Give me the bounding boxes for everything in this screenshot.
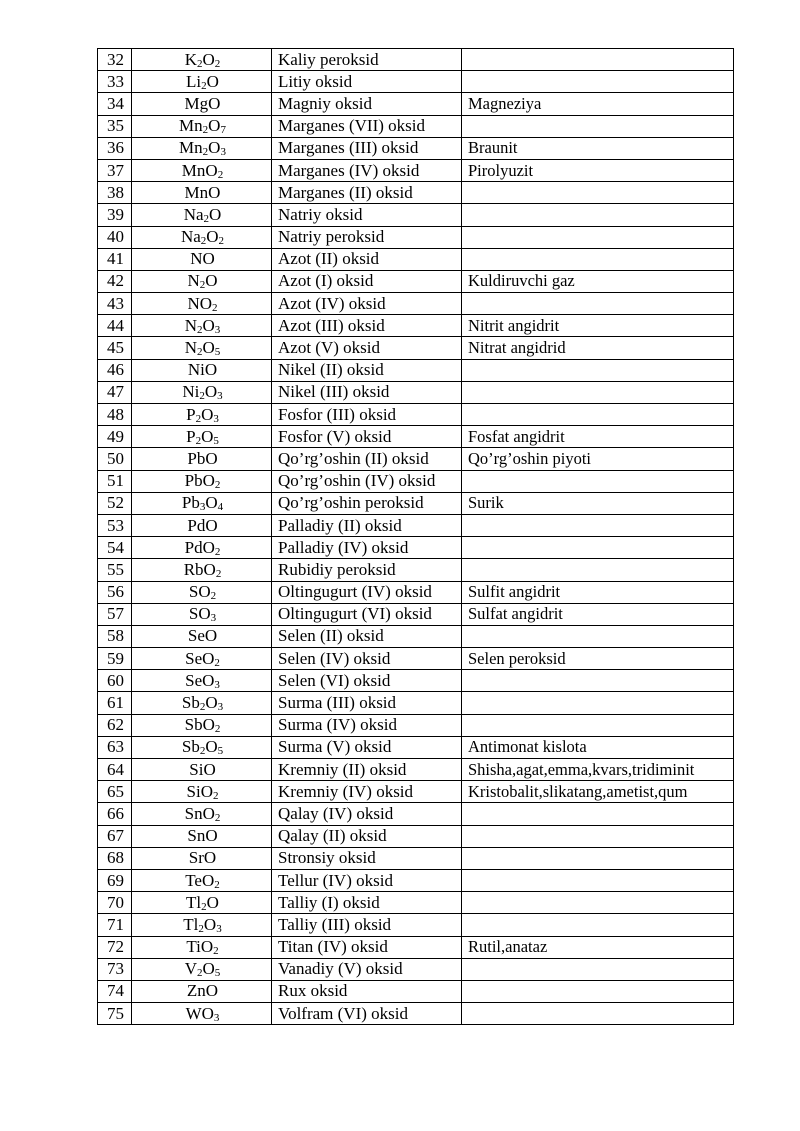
row-number: 41 xyxy=(98,248,132,270)
common-name xyxy=(462,514,734,536)
common-name: Magneziya xyxy=(462,93,734,115)
oxide-name: Volfram (VI) oksid xyxy=(272,1003,462,1025)
oxide-name: Tellur (IV) oksid xyxy=(272,869,462,891)
common-name xyxy=(462,803,734,825)
chemical-formula: $Ni_2O_3$ xyxy=(132,381,272,403)
row-number: 47 xyxy=(98,381,132,403)
row-number: 46 xyxy=(98,359,132,381)
common-name xyxy=(462,537,734,559)
oxide-name: Talliy (I) oksid xyxy=(272,892,462,914)
oxide-name: Surma (V) oksid xyxy=(272,736,462,758)
oxides-table xyxy=(97,48,734,1025)
chemical-formula: MnO xyxy=(132,182,272,204)
common-name xyxy=(462,49,734,71)
row-number: 36 xyxy=(98,137,132,159)
table-row xyxy=(98,137,734,159)
row-number: 45 xyxy=(98,337,132,359)
common-name: Surik xyxy=(462,492,734,514)
oxide-name: Kremniy (II) oksid xyxy=(272,759,462,781)
row-number: 75 xyxy=(98,1003,132,1025)
table-row xyxy=(98,248,734,270)
table-row xyxy=(98,115,734,137)
common-name: Kristobalit,slikatang,ametist,qum xyxy=(462,781,734,803)
table-row xyxy=(98,914,734,936)
row-number: 74 xyxy=(98,980,132,1002)
chemical-formula: ZnO xyxy=(132,980,272,1002)
oxide-name: Natriy oksid xyxy=(272,204,462,226)
oxide-name: Titan (IV) oksid xyxy=(272,936,462,958)
row-number: 51 xyxy=(98,470,132,492)
oxide-name: Qalay (II) oksid xyxy=(272,825,462,847)
common-name: Kuldiruvchi gaz xyxy=(462,270,734,292)
oxide-name: Azot (I) oksid xyxy=(272,270,462,292)
oxide-name: Fosfor (III) oksid xyxy=(272,404,462,426)
row-number: 72 xyxy=(98,936,132,958)
row-number: 56 xyxy=(98,581,132,603)
row-number: 54 xyxy=(98,537,132,559)
table-row xyxy=(98,359,734,381)
oxide-name: Vanadiy (V) oksid xyxy=(272,958,462,980)
oxide-name: Azot (II) oksid xyxy=(272,248,462,270)
oxide-name: Talliy (III) oksid xyxy=(272,914,462,936)
table-row xyxy=(98,448,734,470)
chemical-formula: $Mn_2O_3$ xyxy=(132,137,272,159)
table-row xyxy=(98,270,734,292)
common-name: Nitrat angidrid xyxy=(462,337,734,359)
table-row xyxy=(98,759,734,781)
oxide-name: Oltingugurt (IV) oksid xyxy=(272,581,462,603)
table-row xyxy=(98,714,734,736)
oxide-name: Selen (IV) oksid xyxy=(272,648,462,670)
row-number: 73 xyxy=(98,958,132,980)
oxides-table-body xyxy=(98,49,734,1025)
chemical-formula: $Sb_2O_3$ xyxy=(132,692,272,714)
table-row xyxy=(98,337,734,359)
table-row xyxy=(98,537,734,559)
common-name xyxy=(462,670,734,692)
chemical-formula: $SO_3$ xyxy=(132,603,272,625)
oxide-name: Marganes (VII) oksid xyxy=(272,115,462,137)
common-name xyxy=(462,714,734,736)
common-name: Nitrit angidrit xyxy=(462,315,734,337)
chemical-formula: PbO xyxy=(132,448,272,470)
table-row xyxy=(98,980,734,1002)
chemical-formula: $P_2O_3$ xyxy=(132,404,272,426)
row-number: 33 xyxy=(98,71,132,93)
row-number: 40 xyxy=(98,226,132,248)
row-number: 35 xyxy=(98,115,132,137)
row-number: 66 xyxy=(98,803,132,825)
chemical-formula: TiO$_2$ xyxy=(132,936,272,958)
oxide-name: Kremniy (IV) oksid xyxy=(272,781,462,803)
chemical-formula: SeO xyxy=(132,625,272,647)
table-row xyxy=(98,293,734,315)
chemical-formula: $Li_2O$ xyxy=(132,71,272,93)
chemical-formula: $N_2O_5$ xyxy=(132,337,272,359)
chemical-formula: $Sb_2O_5$ xyxy=(132,736,272,758)
common-name xyxy=(462,980,734,1002)
oxide-name: Selen (VI) oksid xyxy=(272,670,462,692)
common-name xyxy=(462,559,734,581)
row-number: 64 xyxy=(98,759,132,781)
oxide-name: Surma (III) oksid xyxy=(272,692,462,714)
chemical-formula: NO xyxy=(132,248,272,270)
chemical-formula: PbO$_2$ xyxy=(132,470,272,492)
row-number: 55 xyxy=(98,559,132,581)
table-row xyxy=(98,159,734,181)
row-number: 62 xyxy=(98,714,132,736)
row-number: 61 xyxy=(98,692,132,714)
chemical-formula: RbO$_2$ xyxy=(132,559,272,581)
table-row xyxy=(98,625,734,647)
row-number: 71 xyxy=(98,914,132,936)
common-name xyxy=(462,914,734,936)
table-row xyxy=(98,226,734,248)
row-number: 65 xyxy=(98,781,132,803)
chemical-formula: SeO$_2$ xyxy=(132,648,272,670)
chemical-formula: $Pb_3O_4$ xyxy=(132,492,272,514)
table-row xyxy=(98,825,734,847)
common-name xyxy=(462,825,734,847)
table-row xyxy=(98,71,734,93)
oxide-name: Marganes (III) oksid xyxy=(272,137,462,159)
oxide-name: Fosfor (V) oksid xyxy=(272,426,462,448)
oxide-name: Qalay (IV) oksid xyxy=(272,803,462,825)
common-name: Pirolyuzit xyxy=(462,159,734,181)
common-name xyxy=(462,470,734,492)
table-row xyxy=(98,93,734,115)
common-name: Antimonat kislota xyxy=(462,736,734,758)
chemical-formula: $Tl_2O$ xyxy=(132,892,272,914)
oxide-name: Qo’rg’oshin peroksid xyxy=(272,492,462,514)
oxide-name: Selen (II) oksid xyxy=(272,625,462,647)
common-name xyxy=(462,381,734,403)
table-row xyxy=(98,426,734,448)
common-name xyxy=(462,869,734,891)
row-number: 48 xyxy=(98,404,132,426)
table-row xyxy=(98,648,734,670)
row-number: 50 xyxy=(98,448,132,470)
common-name xyxy=(462,958,734,980)
chemical-formula: NiO xyxy=(132,359,272,381)
chemical-formula: $V_2O_5$ xyxy=(132,958,272,980)
row-number: 44 xyxy=(98,315,132,337)
row-number: 59 xyxy=(98,648,132,670)
common-name xyxy=(462,359,734,381)
oxide-name: Palladiy (II) oksid xyxy=(272,514,462,536)
common-name xyxy=(462,248,734,270)
row-number: 60 xyxy=(98,670,132,692)
row-number: 38 xyxy=(98,182,132,204)
table-row xyxy=(98,670,734,692)
table-row xyxy=(98,492,734,514)
common-name xyxy=(462,625,734,647)
oxide-name: Azot (V) oksid xyxy=(272,337,462,359)
chemical-formula: $NO_2$ xyxy=(132,293,272,315)
row-number: 43 xyxy=(98,293,132,315)
table-row xyxy=(98,736,734,758)
common-name xyxy=(462,1003,734,1025)
oxide-name: Kaliy peroksid xyxy=(272,49,462,71)
oxide-name: Qo’rg’oshin (IV) oksid xyxy=(272,470,462,492)
common-name xyxy=(462,182,734,204)
chemical-formula: PdO$_2$ xyxy=(132,537,272,559)
common-name xyxy=(462,847,734,869)
row-number: 57 xyxy=(98,603,132,625)
common-name xyxy=(462,71,734,93)
oxide-name: Nikel (II) oksid xyxy=(272,359,462,381)
chemical-formula: SnO$_2$ xyxy=(132,803,272,825)
table-row xyxy=(98,470,734,492)
chemical-formula: $Na_2O$ xyxy=(132,204,272,226)
table-row xyxy=(98,49,734,71)
chemical-formula: $Mn_2O_7$ xyxy=(132,115,272,137)
row-number: 34 xyxy=(98,93,132,115)
row-number: 32 xyxy=(98,49,132,71)
oxide-name: Palladiy (IV) oksid xyxy=(272,537,462,559)
chemical-formula: SiO$_2$ xyxy=(132,781,272,803)
row-number: 49 xyxy=(98,426,132,448)
common-name xyxy=(462,404,734,426)
oxide-name: Azot (III) oksid xyxy=(272,315,462,337)
row-number: 39 xyxy=(98,204,132,226)
common-name: Braunit xyxy=(462,137,734,159)
common-name: Selen peroksid xyxy=(462,648,734,670)
oxide-name: Stronsiy oksid xyxy=(272,847,462,869)
chemical-formula: $WO_3$ xyxy=(132,1003,272,1025)
oxide-name: Rubidiy peroksid xyxy=(272,559,462,581)
table-row xyxy=(98,781,734,803)
common-name: Fosfat angidrit xyxy=(462,426,734,448)
table-row xyxy=(98,381,734,403)
chemical-formula: $P_2O_5$ xyxy=(132,426,272,448)
table-row xyxy=(98,892,734,914)
chemical-formula: $K_2O_2$ xyxy=(132,49,272,71)
chemical-formula: SnO xyxy=(132,825,272,847)
common-name: Qo’rg’oshin piyoti xyxy=(462,448,734,470)
row-number: 70 xyxy=(98,892,132,914)
oxide-name: Qo’rg’oshin (II) oksid xyxy=(272,448,462,470)
oxide-name: Nikel (III) oksid xyxy=(272,381,462,403)
table-row xyxy=(98,869,734,891)
oxide-name: Marganes (IV) oksid xyxy=(272,159,462,181)
table-row xyxy=(98,404,734,426)
chemical-formula: $N_2O$ xyxy=(132,270,272,292)
table-row xyxy=(98,182,734,204)
table-row xyxy=(98,803,734,825)
oxide-name: Oltingugurt (VI) oksid xyxy=(272,603,462,625)
row-number: 52 xyxy=(98,492,132,514)
row-number: 53 xyxy=(98,514,132,536)
table-row xyxy=(98,559,734,581)
oxide-name: Surma (IV) oksid xyxy=(272,714,462,736)
common-name: Rutil,anataz xyxy=(462,936,734,958)
row-number: 63 xyxy=(98,736,132,758)
chemical-formula: PdO xyxy=(132,514,272,536)
common-name: Shisha,agat,emma,kvars,tridiminit xyxy=(462,759,734,781)
chemical-formula: MgO xyxy=(132,93,272,115)
table-row xyxy=(98,315,734,337)
oxide-name: Magniy oksid xyxy=(272,93,462,115)
table-row xyxy=(98,514,734,536)
common-name xyxy=(462,204,734,226)
oxide-name: Natriy peroksid xyxy=(272,226,462,248)
common-name xyxy=(462,892,734,914)
common-name xyxy=(462,115,734,137)
common-name xyxy=(462,226,734,248)
oxide-name: Rux oksid xyxy=(272,980,462,1002)
chemical-formula: SbO$_2$ xyxy=(132,714,272,736)
common-name xyxy=(462,293,734,315)
oxide-name: Marganes (II) oksid xyxy=(272,182,462,204)
chemical-formula: SeO$_3$ xyxy=(132,670,272,692)
chemical-formula: $Tl_2O_3$ xyxy=(132,914,272,936)
table-row xyxy=(98,581,734,603)
table-row xyxy=(98,936,734,958)
table-row xyxy=(98,692,734,714)
table-row xyxy=(98,204,734,226)
common-name: Sulfat angidrit xyxy=(462,603,734,625)
row-number: 42 xyxy=(98,270,132,292)
row-number: 67 xyxy=(98,825,132,847)
row-number: 68 xyxy=(98,847,132,869)
chemical-formula: SiO xyxy=(132,759,272,781)
row-number: 37 xyxy=(98,159,132,181)
chemical-formula: $Na_2O_2$ xyxy=(132,226,272,248)
chemical-formula: $N_2O_3$ xyxy=(132,315,272,337)
table-row xyxy=(98,958,734,980)
row-number: 58 xyxy=(98,625,132,647)
chemical-formula: MnO$_2$ xyxy=(132,159,272,181)
table-row xyxy=(98,1003,734,1025)
common-name xyxy=(462,692,734,714)
table-row xyxy=(98,603,734,625)
chemical-formula: $SO_2$ xyxy=(132,581,272,603)
common-name: Sulfit angidrit xyxy=(462,581,734,603)
chemical-formula: TeO$_2$ xyxy=(132,869,272,891)
row-number: 69 xyxy=(98,869,132,891)
chemical-formula: SrO xyxy=(132,847,272,869)
oxide-name: Litiy oksid xyxy=(272,71,462,93)
table-row xyxy=(98,847,734,869)
oxide-name: Azot (IV) oksid xyxy=(272,293,462,315)
